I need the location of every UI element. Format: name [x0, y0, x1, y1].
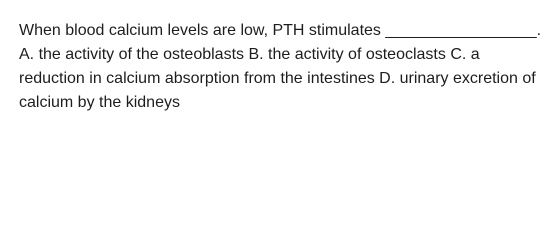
question-text: When blood calcium levels are low, PTH stimulates _________________. A. the activity of the osteoblasts B. the activity of osteoclasts C. a reduction in calcium absorption from the intestines D. urinary excretion of calcium by the kidneys [19, 22, 542, 111]
